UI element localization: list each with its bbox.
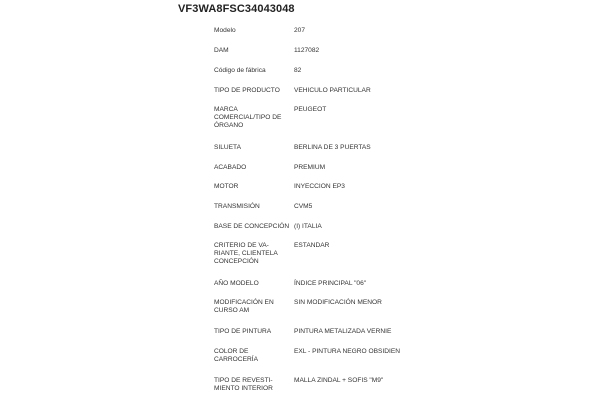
spec-value: PEUGEOT: [294, 106, 327, 113]
spec-label: TIPO DE REVESTI-MIENTO INTERIOR: [214, 377, 273, 392]
vin-title: VF3WA8FSC34043048: [178, 3, 295, 15]
spec-label: Código de fábrica: [214, 67, 266, 74]
spec-label: MODIFICACIÓN EN CURSO AM: [214, 299, 274, 314]
spec-label: DAM: [214, 47, 229, 54]
spec-label: TRANSMISIÓN: [214, 203, 260, 210]
spec-label: COLOR DE CARROCERÍA: [214, 348, 258, 363]
spec-label: TIPO DE PINTURA: [214, 328, 272, 335]
spec-value: 82: [294, 67, 302, 74]
spec-label: AÑO MODELO: [214, 280, 259, 287]
spec-label: Modelo: [214, 27, 236, 34]
spec-value: ÍNDICE PRINCIPAL "06": [294, 280, 367, 287]
spec-value: PINTURA METALIZADA VERNIE: [294, 328, 392, 335]
spec-value: MALLA ZINDAL + SOFIS "M9": [294, 377, 384, 384]
spec-value: PREMIUM: [294, 164, 326, 171]
spec-label: MOTOR: [214, 183, 239, 190]
spec-value: SIN MODIFICACIÓN MENOR: [294, 299, 382, 306]
spec-value: 207: [294, 27, 306, 34]
spec-value: ESTANDAR: [294, 242, 330, 249]
spec-value: EXL - PINTURA NEGRO OBSIDIEN: [294, 348, 401, 355]
spec-label: BASE DE CONCEPCIÓN: [214, 223, 290, 230]
spec-value: INYECCION EP3: [294, 183, 345, 190]
spec-label: CRITERIO DE VA-RIANTE, CLIENTELA CONCEPCIÓN: [214, 242, 278, 265]
spec-value: BERLINA DE 3 PUERTAS: [294, 144, 371, 151]
spec-label: SILUETA: [214, 144, 241, 151]
spec-value: VEHICULO PARTICULAR: [294, 87, 371, 94]
spec-value: (I) ITALIA: [294, 223, 322, 230]
spec-label: ACABADO: [214, 164, 247, 171]
spec-value: CVM5: [294, 203, 313, 210]
spec-label: TIPO DE PRODUCTO: [214, 87, 280, 94]
spec-value: 1127082: [294, 47, 320, 54]
spec-label: MARCA COMERCIAL/TIPO DE ÓRGANO: [214, 106, 282, 129]
